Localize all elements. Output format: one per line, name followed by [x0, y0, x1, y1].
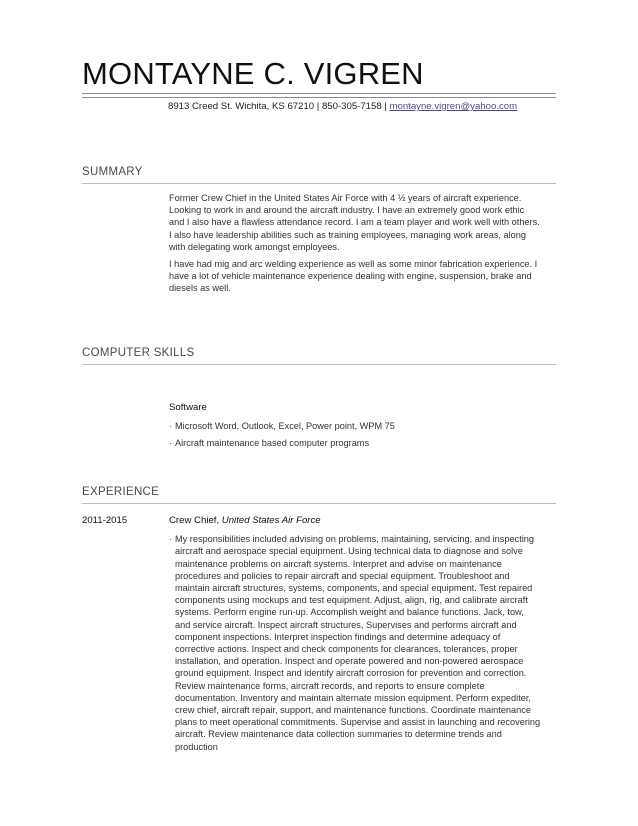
skill-list-item [169, 420, 541, 432]
bullet-icon: · [169, 421, 173, 432]
bullet-icon: · [169, 534, 173, 545]
summary-heading: SUMMARY [82, 166, 143, 178]
job-description: My responsibilities included advising on problems, maintaining, servicing, and inspecting aircraft and aerospace special equipment. Using technical data to diagnose and solve maintenance problems on aircraft systems. Interpret and advise on maintenance procedures and policies to repair aircraft and special equipment. Troubleshoot and maintain aircraft structures, systems, components, and special equipment. Test repaired components using mockups and test equipment. Adjust, align, rig, and calibrate aircraft systems. Perform engine run-up. Accomplish weight and balance functions. Jack, tow, and service aircraft. Inspect aircraft structures, Supervises and performs aircraft and component inspections. Interpret inspection findings and determine adequacy of corrective actions. Inspect and check components for clearances, tolerances, proper installation, and operation. Inspect and operate powered and non-powered aerospace ground equipment. Inspect and identify aircraft corrosion for prevention and correction. Review maintenance forms, aircraft records, and reports to ensure complete documentation. Inventory and maintain alternate mission equipment. Perform expediter, crew chief, aircraft repair, support, and maintenance functions. Coordinate maintenance plans to meet operational commitments. Supervise and assist in launching and recovering aircraft. Review maintenance data collection summaries to determine trends and production [175, 534, 541, 752]
summary-body [169, 192, 541, 300]
header-divider [82, 93, 556, 98]
job-employer: United States Air Force [221, 515, 321, 526]
experience-divider [82, 503, 556, 504]
computer-skills-body [169, 402, 541, 455]
email-link[interactable]: montayne.vigren@yahoo.com [389, 101, 518, 112]
job-dates: 2011-2015 [82, 515, 128, 526]
summary-paragraph: I have had mig and arc welding experience as well as some minor fabrication experience. I have a lot of vehicle maintenance experience dealing with engine, suspension, brake and diesels as well. [169, 259, 538, 294]
candidate-name: MONTAYNE C. VIGREN [82, 56, 424, 91]
software-subheading: Software [169, 402, 207, 413]
skill-list-item [169, 437, 541, 449]
contact-line [168, 101, 517, 112]
computer-skills-divider [82, 364, 556, 365]
job-title: Crew Chief, [169, 515, 220, 526]
computer-skills-heading: COMPUTER SKILLS [82, 347, 195, 359]
summary-paragraph: Former Crew Chief in the United States Air Force with 4 ½ years of aircraft experience. Looking to work in and around the aircraft industry. I have an extremely good work ethic and I also have a flawless attendance record. I am a team player and work well with others. I also have leadership abilities such as training employees, managing work areas, along with delegating work amongst employees. [169, 193, 540, 252]
job-description-item [169, 533, 541, 753]
skill-text: Microsoft Word, Outlook, Excel, Power point, WPM 75 [175, 421, 395, 432]
experience-heading: EXPERIENCE [82, 486, 160, 498]
summary-divider [82, 183, 556, 184]
skill-text: Aircraft maintenance based computer programs [175, 438, 370, 449]
job-title-line [169, 515, 541, 527]
contact-details: 8913 Creed St. Wichita, KS 67210 | 850-305-7158 | [168, 101, 390, 112]
job-entry [169, 515, 541, 758]
bullet-icon: · [169, 438, 173, 449]
